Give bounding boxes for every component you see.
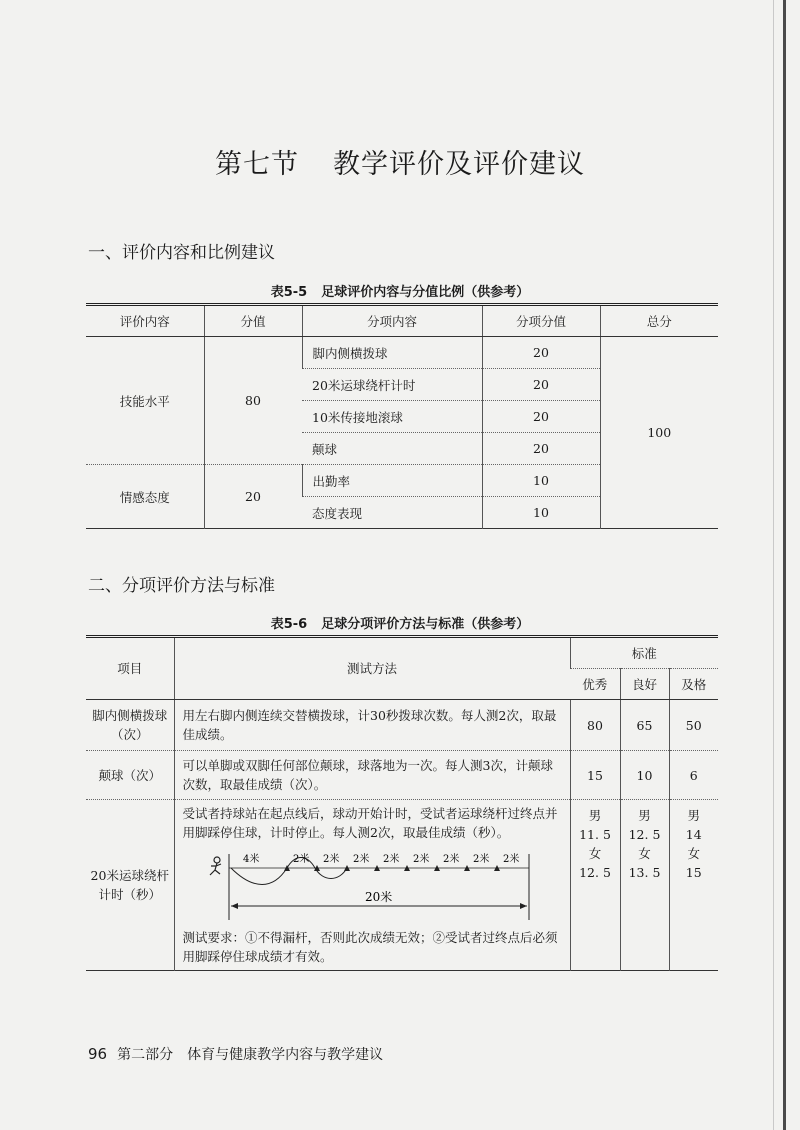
group-name-attitude: 情感态度 (119, 489, 170, 505)
row-good: 65 (620, 700, 669, 751)
header-item: 项目 (86, 637, 174, 700)
footer-part: 第二部分 (117, 1047, 174, 1063)
gap-label: 2米 (502, 854, 519, 865)
section-title-text: 教学评价及评价建议 (333, 149, 585, 180)
section-title (0, 142, 800, 181)
page-footer (88, 1044, 383, 1064)
table-header-row (86, 305, 718, 337)
gap-label: 2米 (412, 854, 429, 865)
male-label: 男 (588, 808, 602, 823)
row-pass: 6 (669, 751, 718, 800)
item-name: 脚内侧横拨球 (302, 337, 482, 369)
row-item: 脚内侧横拨球（次） (86, 700, 174, 751)
group-score-attitude: 20 (204, 465, 302, 529)
row-good: 10 (620, 751, 669, 800)
table2-caption-number: 表5-6 (270, 617, 308, 632)
excellent-male: 11. 5 (579, 827, 611, 842)
gap-label: 2米 (322, 854, 339, 865)
section-number: 第七节 (215, 149, 299, 180)
item-name: 20米运球绕杆计时 (302, 369, 482, 401)
runner-icon (210, 857, 221, 875)
row-method: 受试者持球站在起点线后，球动开始计时，受试者运球绕杆过终点并用脚踩停住球，计时停止。每人测2次，取最佳成绩（秒）。 (182, 806, 558, 840)
total-score: 100 (600, 337, 718, 529)
gap-label: 2米 (382, 854, 399, 865)
header-standard: 标准 (570, 637, 718, 669)
gap-label: 2米 (292, 854, 309, 865)
row-item: 颠球（次） (86, 751, 174, 800)
dribble-course-diagram (203, 850, 543, 922)
page-number: 96 (88, 1045, 108, 1063)
row-excellent: 15 (570, 751, 620, 800)
row-excellent (570, 800, 620, 971)
table-header-row (86, 637, 718, 669)
heading-evaluation-content: 一、评价内容和比例建议 (88, 243, 275, 263)
header-good: 良好 (620, 669, 669, 700)
row-pass: 50 (669, 700, 718, 751)
header-cell: 分项内容 (302, 305, 482, 337)
heading-methods-standards: 二、分项评价方法与标准 (88, 576, 275, 596)
male-label: 男 (638, 808, 651, 823)
table-row (86, 337, 718, 369)
female-label: 女 (687, 846, 700, 861)
header-excellent: 优秀 (570, 669, 620, 700)
group-name-skill: 技能水平 (86, 337, 204, 465)
table2-caption-text: 足球分项评价方法与标准（供参考） (321, 617, 530, 632)
gap-label: 2米 (442, 854, 459, 865)
row-good (620, 800, 669, 971)
pass-female: 15 (685, 865, 702, 880)
good-female: 13. 5 (628, 865, 661, 880)
female-label: 女 (588, 846, 602, 861)
test-standards-table (86, 635, 718, 971)
header-cell: 评价内容 (86, 305, 204, 337)
row-pass (669, 800, 718, 971)
item-score: 20 (482, 369, 600, 401)
test-requirement: 测试要求：①不得漏杆，否则此次成绩无效；②受试者过终点后必须用脚踩停住球成绩才有效。 (182, 930, 558, 964)
table-row (86, 800, 718, 971)
header-method: 测试方法 (174, 637, 570, 700)
male-label: 男 (687, 808, 700, 823)
item-name: 出勤率 (302, 465, 482, 497)
female-label: 女 (638, 846, 651, 861)
row-item: 20米运球绕杆计时（秒） (90, 868, 169, 902)
table2-caption (0, 613, 800, 632)
item-score: 10 (482, 497, 600, 529)
good-male: 12. 5 (628, 827, 661, 842)
header-pass: 及格 (669, 669, 718, 700)
header-cell: 总分 (600, 305, 718, 337)
item-score: 20 (482, 401, 600, 433)
row-excellent: 80 (570, 700, 620, 751)
total-distance-label: 20米 (364, 890, 392, 904)
row-method-cell (174, 800, 570, 971)
table1-caption-number: 表5-5 (270, 285, 308, 300)
item-name: 10米传接地滚球 (302, 401, 482, 433)
group-score-skill: 80 (204, 337, 302, 465)
item-score: 20 (482, 337, 600, 369)
gap-label: 2米 (352, 854, 369, 865)
table-row (86, 700, 718, 751)
footer-title: 体育与健康教学内容与教学建议 (187, 1047, 384, 1063)
evaluation-score-table (86, 303, 718, 529)
table-row (86, 751, 718, 800)
table1-caption-text: 足球评价内容与分值比例（供参考） (321, 285, 530, 300)
gap-label-first: 4米 (242, 854, 259, 865)
table1-caption (0, 281, 800, 300)
item-name: 态度表现 (312, 505, 363, 521)
gap-label: 2米 (472, 854, 489, 865)
pass-male: 14 (685, 827, 702, 842)
item-score: 20 (482, 433, 600, 465)
item-name: 颠球 (302, 433, 482, 465)
excellent-female: 12. 5 (579, 865, 611, 880)
header-cell: 分值 (204, 305, 302, 337)
row-method: 用左右脚内侧连续交替横拨球，计30秒拨球次数。每人测2次，取最佳成绩。 (174, 700, 570, 751)
item-score: 10 (482, 465, 600, 497)
row-method: 可以单脚或双脚任何部位颠球，球落地为一次。每人测3次，计颠球次数，取最佳成绩（次）。 (174, 751, 570, 800)
header-cell: 分项分值 (482, 305, 600, 337)
